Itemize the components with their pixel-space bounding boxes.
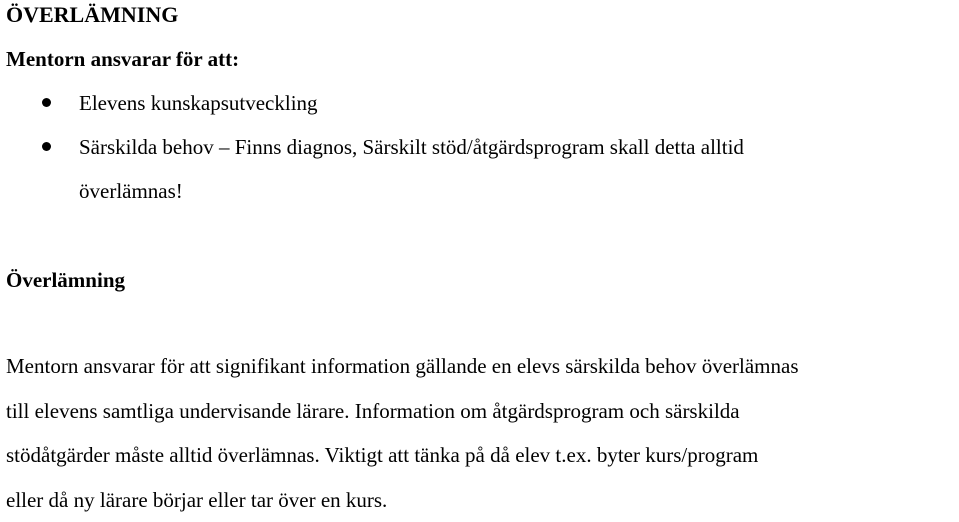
responsibilities-heading: Mentorn ansvarar för att: xyxy=(6,46,239,72)
document-title: ÖVERLÄMNING xyxy=(6,1,178,29)
bullet-icon xyxy=(42,98,51,107)
list-item-line: Elevens kunskapsutveckling xyxy=(79,88,939,118)
paragraph-line: stödåtgärder måste alltid överlämnas. Viktigt att tänka på då elev t.ex. byter kurs/program xyxy=(6,433,956,478)
paragraph-line: till elevens samtliga undervisande lärare. Information om åtgärdsprogram och särskilda xyxy=(6,389,956,434)
list-item-line: överlämnas! xyxy=(79,176,939,206)
section-heading: Överlämning xyxy=(6,267,125,293)
paragraph-line: eller då ny lärare börjar eller tar över en kurs. xyxy=(6,478,956,522)
list-item-text xyxy=(79,88,939,118)
bullet-icon xyxy=(42,142,51,151)
paragraph-line: Mentorn ansvarar för att signifikant information gällande en elevs särskilda behov överlämnas xyxy=(6,344,956,389)
section-paragraph xyxy=(6,344,956,522)
responsibilities-list xyxy=(0,88,959,220)
list-item-line: Särskilda behov – Finns diagnos, Särskilt stöd/åtgärdsprogram skall detta alltid xyxy=(79,132,939,162)
list-item-text xyxy=(79,132,939,206)
list-item xyxy=(0,88,959,118)
list-item xyxy=(0,132,959,206)
